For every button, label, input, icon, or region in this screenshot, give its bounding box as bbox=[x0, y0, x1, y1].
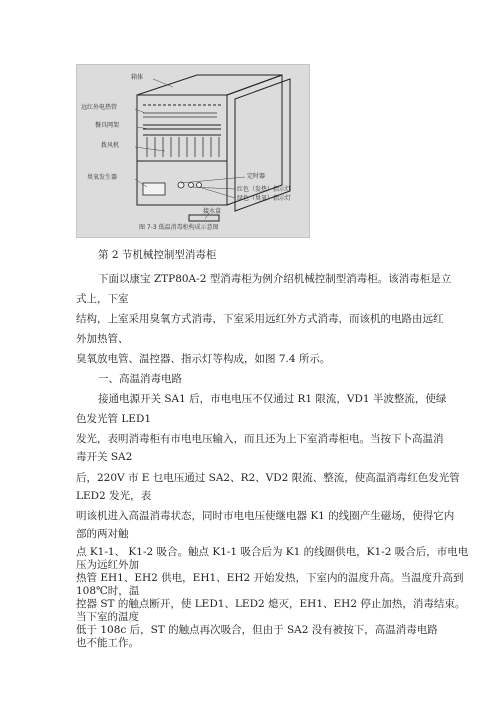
paragraph-line: 当下室的温度 bbox=[76, 611, 139, 623]
cabinet-drawing bbox=[77, 65, 309, 237]
paragraph-line: 明该机进入高温消毒状态，同时市电电压使继电器 K1 的线圈产生磁场，使得它内 bbox=[76, 510, 455, 522]
paragraph-line: 控器 ST 的触点断开，使 LED1、LED2 熄灭，EH1、EH2 停止加热，消毒结束。 bbox=[76, 598, 466, 610]
paragraph-line: 压为远红外加 bbox=[76, 559, 139, 571]
label-green-lamp: 绿色（臭氧）指示灯 bbox=[237, 195, 292, 202]
green-lamp bbox=[197, 183, 202, 188]
paragraph-line: 臭氧放电管、温控器、指示灯等构成，如图 7.4 所示。 bbox=[76, 353, 331, 365]
paragraph-line: 部的两对触 bbox=[76, 528, 129, 540]
cabinet-diagram bbox=[76, 64, 310, 238]
paragraph-line: 下面以康宝 ZTP80A-2 型消毒柜为例介绍机械控制型消毒柜。该消毒柜是立 bbox=[98, 273, 452, 285]
paragraph-line: 点 K1-1、 K1-2 吸合。触点 K1-1 吸合后为 K1 的线圈供电，K1-2 吸合后，市电电 bbox=[76, 546, 469, 558]
paragraph-line: 色发光管 LED1 bbox=[76, 413, 152, 425]
label-far-infrared-tube: 远红外电热管 bbox=[81, 104, 118, 111]
paragraph-line: LED2 发光，表 bbox=[76, 490, 152, 502]
red-lamp bbox=[189, 183, 194, 188]
paragraph-line: 结构，上室采用臭氧方式消毒，下室采用远红外方式消毒，而该机的电路由远红 bbox=[76, 313, 444, 325]
cabinet-top bbox=[137, 75, 282, 95]
paragraph-line: 外加热管、 bbox=[76, 333, 129, 345]
label-cabinet: 箱体 bbox=[131, 74, 144, 81]
label-timer: 定时器 bbox=[247, 173, 266, 180]
paragraph-line: 也不能工作。 bbox=[76, 637, 139, 649]
label-drip-tray: 接水盒 bbox=[203, 208, 222, 215]
paragraph-line: 发光，表明消毒柜有市电电压输入，而且还为上下室消毒柜电。当按下卜高温消 bbox=[76, 433, 444, 445]
paragraph-line: 低于 108c 后，ST 的触点再次吸合，但由于 SA2 没有被按下，高温消毒电路 bbox=[76, 624, 438, 636]
drip-tray bbox=[189, 215, 219, 221]
ozone-generator-box bbox=[143, 183, 165, 195]
label-red-lamp: 红色（发热）指示灯 bbox=[237, 186, 292, 193]
paragraph-line: 接通电源开关 SA1 后，市电电压不仅通过 R1 限流，VD1 半波整流，使绿 bbox=[98, 393, 447, 405]
paragraph-line: 毒开关 SA2 bbox=[76, 451, 133, 463]
section-title: 第 2 节机械控制型消毒柜 bbox=[98, 249, 217, 261]
label-fan: 拨风机 bbox=[101, 142, 120, 149]
label-rack: 餐具网架 bbox=[95, 122, 120, 129]
label-ozone-generator: 臭氧发生器 bbox=[87, 174, 118, 181]
paragraph-line: 后，220V 市 E 乜电压通过 SA2、R2、VD2 限流、整流，使高温消毒红色发光管 bbox=[76, 472, 460, 484]
paragraph-line: 式上，下室 bbox=[76, 293, 129, 305]
figure-caption: 图 7-3 低温消毒柜构成示意图 bbox=[139, 224, 219, 231]
paragraph-line: 热管 EH1、EH2 供电，EH1、EH2 开始发热，下室内的温度升高。当温度升高到 bbox=[76, 572, 464, 584]
subheading: 一、高温消毒电路 bbox=[98, 373, 182, 385]
paragraph-line: 108℃时，温 bbox=[76, 585, 140, 597]
